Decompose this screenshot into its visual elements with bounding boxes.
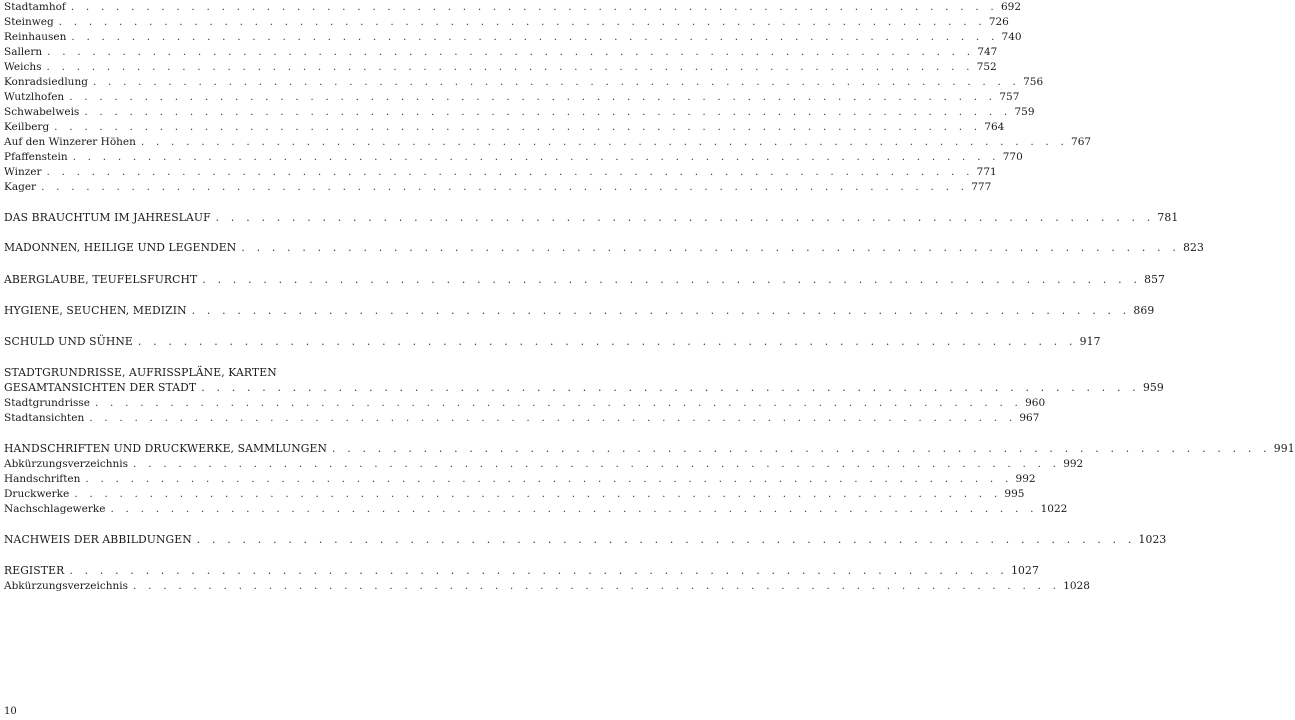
entry-label: Abkürzungsverzeichnis [4, 458, 129, 470]
entry-label: Stadtansichten [4, 412, 85, 424]
entry-page: 757 [999, 91, 1020, 103]
entry-page: 771 [976, 166, 997, 178]
entry-page: 869 [1133, 304, 1155, 317]
dot-leader: . . . . . . . . . . . . . . . . . . . . . . . . . . . . . . . . . . . . . . . . . . . . . . . . . . . . . . . . . . . . . . [85, 473, 1013, 485]
dot-leader: . . . . . . . . . . . . . . . . . . . . . . . . . . . . . . . . . . . . . . . . . . . . . . . . . . . . . . . . . . . . . . [137, 335, 1077, 348]
toc-entry-abkuerzungsverzeichnis [4, 457, 1084, 471]
entry-label: Konradsiedlung [4, 76, 88, 88]
entry-label: Keilberg [4, 121, 50, 133]
toc-entry-konradsiedlung [4, 75, 1044, 89]
dot-leader: . . . . . . . . . . . . . . . . . . . . . . . . . . . . . . . . . . . . . . . . . . . . . . . . . . . . . . . . . . . . . . [202, 273, 1142, 286]
entry-page: 781 [1157, 211, 1179, 224]
dot-leader: . . . . . . . . . . . . . . . . . . . . . . . . . . . . . . . . . . . . . . . . . . . . . . . . . . . . . . . . . . . . . . [70, 1, 998, 13]
toc-entry-register-abkuerzungsverzeichnis [4, 579, 1090, 593]
toc-heading-madonnen [4, 241, 1204, 255]
toc-entry-stadtgrundrisse [4, 396, 1046, 410]
toc-entry-winzer [4, 165, 997, 179]
toc-entry-stadtamhof [4, 0, 1021, 14]
entry-page: 777 [971, 181, 992, 193]
dot-leader: . . . . . . . . . . . . . . . . . . . . . . . . . . . . . . . . . . . . . . . . . . . . . . . . . . . . . . . . . . . . . . [71, 31, 999, 43]
toc-entry-stadtansichten [4, 411, 1040, 425]
entry-label: Schwabelweis [4, 106, 80, 118]
entry-page: 992 [1063, 458, 1084, 470]
toc-entry-reinhausen [4, 30, 1022, 44]
entry-label: HANDSCHRIFTEN UND DRUCKWERKE, SAMMLUNGEN [4, 442, 328, 455]
dot-leader: . . . . . . . . . . . . . . . . . . . . . . . . . . . . . . . . . . . . . . . . . . . . . . . . . . . . . . . . . . . . . . [46, 61, 974, 73]
dot-leader: . . . . . . . . . . . . . . . . . . . . . . . . . . . . . . . . . . . . . . . . . . . . . . . . . . . . . . . . . . . . . . [72, 151, 1000, 163]
entry-label: REGISTER [4, 564, 65, 577]
entry-page: 740 [1001, 31, 1022, 43]
entry-page: 764 [984, 121, 1005, 133]
dot-leader: . . . . . . . . . . . . . . . . . . . . . . . . . . . . . . . . . . . . . . . . . . . . . . . . . . . . . . . . . . . . . . [332, 442, 1271, 455]
entry-label: Weichs [4, 61, 42, 73]
entry-page: 1028 [1063, 580, 1090, 592]
entry-page: 959 [1142, 381, 1164, 394]
toc-entry-pfaffenstein [4, 150, 1023, 164]
dot-leader: . . . . . . . . . . . . . . . . . . . . . . . . . . . . . . . . . . . . . . . . . . . . . . . . . . . . . . . . . . . . . . [110, 503, 1038, 515]
entry-label: Druckwerke [4, 488, 70, 500]
entry-page: 917 [1079, 335, 1101, 348]
entry-label: DAS BRAUCHTUM IM JAHRESLAUF [4, 211, 211, 224]
entry-page: 967 [1019, 412, 1040, 424]
entry-label: NACHWEIS DER ABBILDUNGEN [4, 533, 192, 546]
toc-heading-brauchtum [4, 211, 1179, 225]
entry-label: Auf den Winzerer Höhen [4, 136, 136, 148]
entry-label: Abkürzungsverzeichnis [4, 580, 129, 592]
entry-label: Reinhausen [4, 31, 67, 43]
entry-page: 1023 [1138, 533, 1167, 546]
toc-entry-druckwerke [4, 487, 1025, 501]
entry-label: MADONNEN, HEILIGE UND LEGENDEN [4, 241, 237, 254]
dot-leader: . . . . . . . . . . . . . . . . . . . . . . . . . . . . . . . . . . . . . . . . . . . . . . . . . . . . . . . . . . . . . . [89, 412, 1017, 424]
dot-leader: . . . . . . . . . . . . . . . . . . . . . . . . . . . . . . . . . . . . . . . . . . . . . . . . . . . . . . . . . . . . . . [215, 211, 1155, 224]
entry-label: Winzer [4, 166, 42, 178]
toc-heading-hygiene [4, 304, 1155, 318]
entry-label: Wutzlhofen [4, 91, 65, 103]
entry-page: 752 [976, 61, 997, 73]
entry-page: 756 [1023, 76, 1044, 88]
page-number: 10 [4, 706, 17, 717]
entry-label: Kager [4, 181, 37, 193]
entry-page: 960 [1025, 397, 1046, 409]
toc-heading-register [4, 564, 1039, 578]
toc-heading-nachweis-abbildungen [4, 533, 1167, 547]
entry-label: SCHULD UND SÜHNE [4, 335, 133, 348]
toc-heading-aberglaube [4, 273, 1166, 287]
toc-entry-keilberg [4, 120, 1005, 134]
toc-entry-schwabelweis [4, 105, 1035, 119]
entry-label: HYGIENE, SEUCHEN, MEDIZIN [4, 304, 187, 317]
entry-label: Steinweg [4, 16, 54, 28]
dot-leader: . . . . . . . . . . . . . . . . . . . . . . . . . . . . . . . . . . . . . . . . . . . . . . . . . . . . . . . . . . . . . . [92, 76, 1021, 88]
entry-page: 747 [977, 46, 998, 58]
dot-leader: . . . . . . . . . . . . . . . . . . . . . . . . . . . . . . . . . . . . . . . . . . . . . . . . . . . . . . . . . . . . . . [241, 241, 1181, 254]
entry-page: 823 [1183, 241, 1204, 254]
entry-label: Stadtamhof [4, 1, 66, 13]
entry-page: 726 [988, 16, 1009, 28]
dot-leader: . . . . . . . . . . . . . . . . . . . . . . . . . . . . . . . . . . . . . . . . . . . . . . . . . . . . . . . . . . . . . . [133, 458, 1061, 470]
entry-page: 1027 [1011, 564, 1039, 577]
entry-label: Pfaffenstein [4, 151, 68, 163]
dot-leader: . . . . . . . . . . . . . . . . . . . . . . . . . . . . . . . . . . . . . . . . . . . . . . . . . . . . . . . . . . . . . . [69, 91, 997, 103]
dot-leader: . . . . . . . . . . . . . . . . . . . . . . . . . . . . . . . . . . . . . . . . . . . . . . . . . . . . . . . . . . . . . . [196, 533, 1136, 546]
entry-page: 991 [1273, 442, 1295, 455]
toc-entry-steinweg [4, 15, 1009, 29]
dot-leader: . . . . . . . . . . . . . . . . . . . . . . . . . . . . . . . . . . . . . . . . . . . . . . . . . . . . . . . . . . . . . . [191, 304, 1131, 317]
dot-leader: . . . . . . . . . . . . . . . . . . . . . . . . . . . . . . . . . . . . . . . . . . . . . . . . . . . . . . . . . . . . . . [54, 121, 982, 133]
toc-entry-handschriften [4, 472, 1036, 486]
entry-label: Handschriften [4, 473, 81, 485]
dot-leader: . . . . . . . . . . . . . . . . . . . . . . . . . . . . . . . . . . . . . . . . . . . . . . . . . . . . . . . . . . . . . . [201, 381, 1140, 394]
toc-entry-nachschlagewerke [4, 502, 1068, 516]
entry-label: Stadtgrundrisse [4, 397, 90, 409]
dot-leader: . . . . . . . . . . . . . . . . . . . . . . . . . . . . . . . . . . . . . . . . . . . . . . . . . . . . . . . . . . . . . . [47, 46, 975, 58]
dot-leader: . . . . . . . . . . . . . . . . . . . . . . . . . . . . . . . . . . . . . . . . . . . . . . . . . . . . . . . . . . . . . . [46, 166, 974, 178]
toc-entry-kager [4, 180, 992, 194]
entry-label: Nachschlagewerke [4, 503, 106, 515]
dot-leader: . . . . . . . . . . . . . . . . . . . . . . . . . . . . . . . . . . . . . . . . . . . . . . . . . . . . . . . . . . . . . . [140, 136, 1069, 148]
dot-leader: . . . . . . . . . . . . . . . . . . . . . . . . . . . . . . . . . . . . . . . . . . . . . . . . . . . . . . . . . . . . . . [58, 16, 986, 28]
toc-entry-weichs [4, 60, 997, 74]
dot-leader: . . . . . . . . . . . . . . . . . . . . . . . . . . . . . . . . . . . . . . . . . . . . . . . . . . . . . . . . . . . . . . [41, 181, 969, 193]
toc-heading-gesamtansichten [4, 381, 1164, 395]
toc-entry-sallern [4, 45, 998, 59]
entry-label: Sallern [4, 46, 43, 58]
entry-label: ABERGLAUBE, TEUFELSFURCHT [4, 273, 198, 286]
toc-entry-wutzlhofen [4, 90, 1020, 104]
toc-heading-stadtgrundrisse-line1: STADTGRUNDRISSE, AUFRISSPLÄNE, KARTEN [4, 366, 277, 379]
entry-page: 692 [1000, 1, 1021, 13]
entry-page: 992 [1015, 473, 1036, 485]
entry-page: 1022 [1040, 503, 1068, 515]
entry-label: GESAMTANSICHTEN DER STADT [4, 381, 197, 394]
entry-page: 767 [1071, 136, 1092, 148]
dot-leader: . . . . . . . . . . . . . . . . . . . . . . . . . . . . . . . . . . . . . . . . . . . . . . . . . . . . . . . . . . . . . . [94, 397, 1023, 409]
entry-page: 995 [1004, 488, 1025, 500]
toc-heading-handschriften-druckwerke [4, 442, 1295, 456]
entry-page: 759 [1014, 106, 1035, 118]
toc-heading-schuld [4, 335, 1101, 349]
dot-leader: . . . . . . . . . . . . . . . . . . . . . . . . . . . . . . . . . . . . . . . . . . . . . . . . . . . . . . . . . . . . . . [84, 106, 1012, 118]
entry-page: 770 [1002, 151, 1023, 163]
toc-page [4, 0, 1295, 720]
toc-entry-winzerer-hoehen [4, 135, 1092, 149]
dot-leader: . . . . . . . . . . . . . . . . . . . . . . . . . . . . . . . . . . . . . . . . . . . . . . . . . . . . . . . . . . . . . . [69, 564, 1009, 577]
entry-page: 857 [1144, 273, 1166, 286]
dot-leader: . . . . . . . . . . . . . . . . . . . . . . . . . . . . . . . . . . . . . . . . . . . . . . . . . . . . . . . . . . . . . . [133, 580, 1061, 592]
dot-leader: . . . . . . . . . . . . . . . . . . . . . . . . . . . . . . . . . . . . . . . . . . . . . . . . . . . . . . . . . . . . . . [74, 488, 1002, 500]
